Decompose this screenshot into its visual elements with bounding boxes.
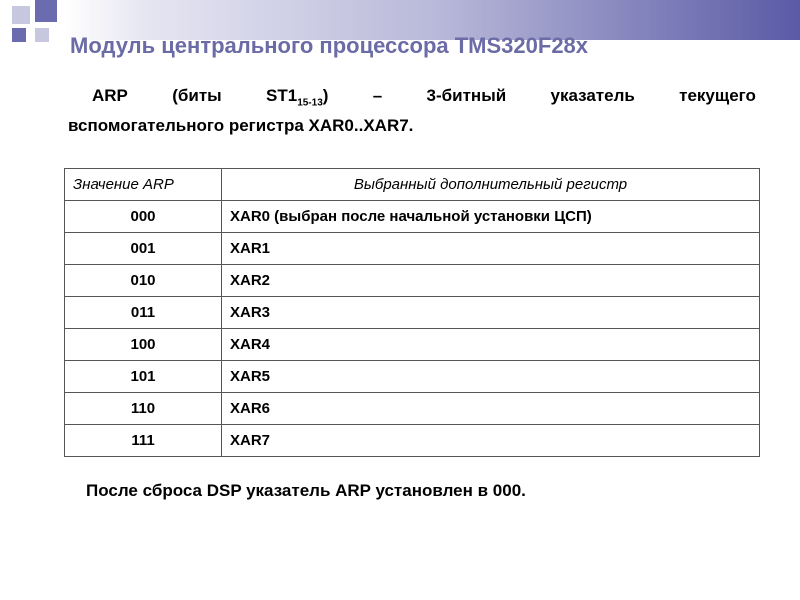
footer-note: После сброса DSP указатель ARP установлен в 000.: [86, 481, 526, 500]
intro-word: –: [372, 86, 383, 105]
register-cell: XAR4: [222, 329, 760, 361]
table-row: [65, 201, 760, 233]
column-header-arp-value: Значение ARP: [65, 169, 222, 201]
register-cell: XAR0 (выбран после начальной установки ЦСП): [222, 201, 760, 233]
table-row: [65, 425, 760, 457]
intro-line-1: [68, 84, 756, 114]
arp-code-cell: 011: [65, 297, 222, 329]
intro-word: (биты: [172, 86, 222, 105]
arp-table: [64, 168, 760, 457]
decor-square: [12, 28, 26, 42]
intro-word: ARP: [92, 86, 128, 105]
table-row: [65, 329, 760, 361]
register-cell: XAR2: [222, 265, 760, 297]
intro-word: текущего: [679, 86, 756, 105]
decor-square: [35, 28, 49, 42]
arp-code-cell: 100: [65, 329, 222, 361]
intro-paren: ): [322, 86, 329, 105]
arp-code-cell: 110: [65, 393, 222, 425]
intro-line-2: вспомогательного регистра XAR0..XAR7.: [68, 116, 414, 136]
register-cell: XAR3: [222, 297, 760, 329]
arp-code-cell: 101: [65, 361, 222, 393]
register-cell: XAR6: [222, 393, 760, 425]
intro-register: [266, 84, 328, 114]
register-cell: XAR5: [222, 361, 760, 393]
intro-word: указатель: [550, 86, 635, 105]
arp-code-cell: 010: [65, 265, 222, 297]
column-header-register: Выбранный дополнительный регистр: [222, 169, 760, 201]
table-row: [65, 233, 760, 265]
decor-square: [12, 6, 30, 24]
table-row: [65, 297, 760, 329]
decor-square: [35, 0, 57, 22]
intro-paragraph: [68, 84, 756, 137]
table-header-row: [65, 169, 760, 201]
arp-code-cell: 111: [65, 425, 222, 457]
intro-register-name: ST1: [266, 86, 298, 105]
intro-register-bits: 15-13: [297, 97, 323, 109]
table-row: [65, 393, 760, 425]
table-row: [65, 361, 760, 393]
register-cell: XAR1: [222, 233, 760, 265]
arp-table-container: [64, 168, 760, 457]
arp-code-cell: 000: [65, 201, 222, 233]
table-row: [65, 265, 760, 297]
intro-word: 3-битный: [426, 86, 507, 105]
slide-title: Модуль центрального процессора TMS320F28x: [70, 33, 589, 58]
register-cell: XAR7: [222, 425, 760, 457]
arp-code-cell: 001: [65, 233, 222, 265]
